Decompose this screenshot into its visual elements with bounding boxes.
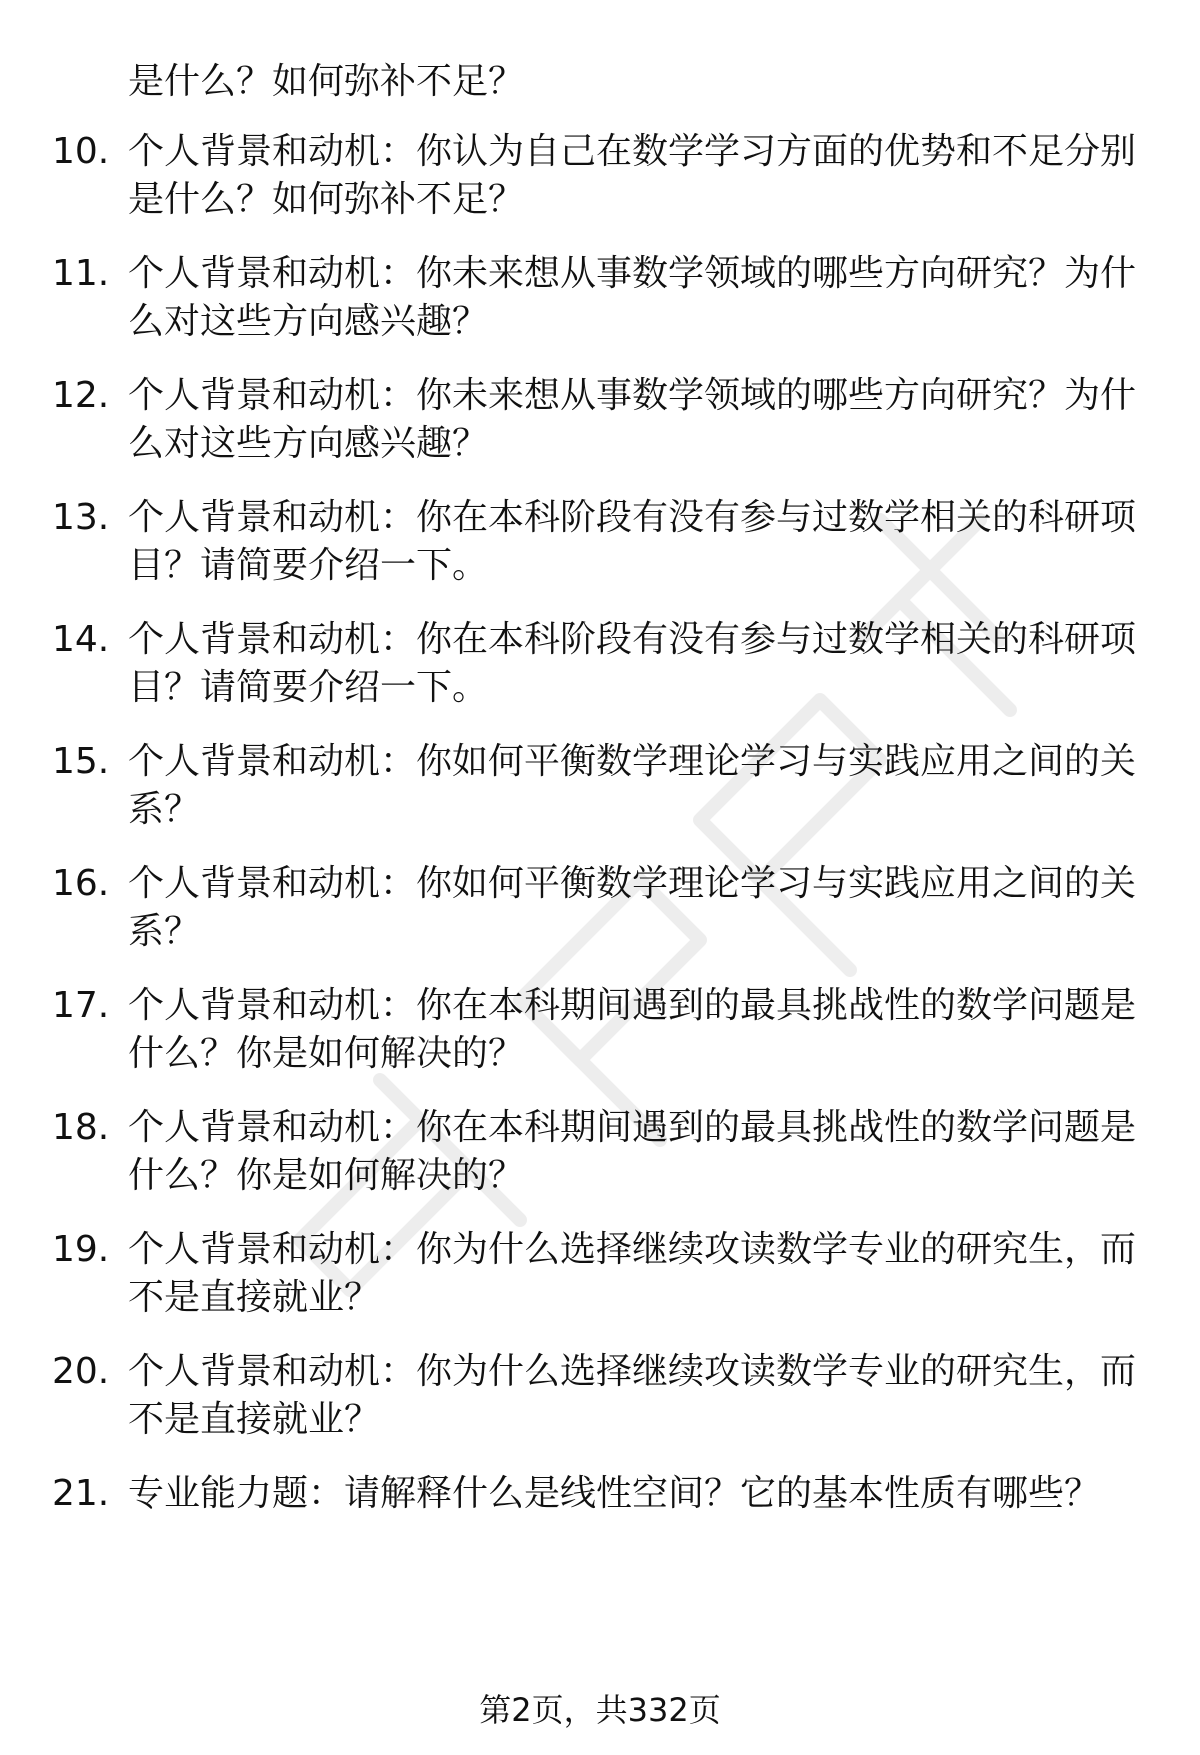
question-text: 个人背景和动机：你为什么选择继续攻读数学专业的研究生，而不是直接就业？ bbox=[128, 1229, 1137, 1318]
question-text: 个人背景和动机：你在本科期间遇到的最具挑战性的数学问题是什么？你是如何解决的？ bbox=[128, 985, 1137, 1074]
question-text: 个人背景和动机：你未来想从事数学领域的哪些方向研究？为什么对这些方向感兴趣？ bbox=[128, 375, 1137, 464]
question-text: 个人背景和动机：你如何平衡数学理论学习与实践应用之间的关系？ bbox=[128, 741, 1137, 830]
question-number: 10. bbox=[52, 131, 110, 172]
question-number: 14. bbox=[52, 619, 110, 660]
question-text: 专业能力题：请解释什么是线性空间？它的基本性质有哪些？ bbox=[128, 1473, 1101, 1514]
question-number: 11. bbox=[52, 253, 110, 294]
question-number: 12. bbox=[52, 375, 110, 416]
question-text: 个人背景和动机：你在本科阶段有没有参与过数学相关的科研项目？请简要介绍一下。 bbox=[128, 497, 1137, 586]
continued-question-text: 是什么？如何弥补不足？ bbox=[128, 61, 525, 102]
question-text: 个人背景和动机：你在本科阶段有没有参与过数学相关的科研项目？请简要介绍一下。 bbox=[128, 619, 1137, 708]
question-text: 个人背景和动机：你未来想从事数学领域的哪些方向研究？为什么对这些方向感兴趣？ bbox=[128, 253, 1137, 342]
question-number: 18. bbox=[52, 1107, 110, 1148]
question-text: 个人背景和动机：你在本科期间遇到的最具挑战性的数学问题是什么？你是如何解决的？ bbox=[128, 1107, 1137, 1196]
question-text: 个人背景和动机：你为什么选择继续攻读数学专业的研究生，而不是直接就业？ bbox=[128, 1351, 1137, 1440]
question-number: 20. bbox=[52, 1351, 110, 1392]
question-number: 15. bbox=[52, 741, 110, 782]
question-text: 个人背景和动机：你认为自己在数学学习方面的优势和不足分别是什么？如何弥补不足？ bbox=[128, 131, 1137, 220]
question-number: 16. bbox=[52, 863, 110, 904]
question-number: 21. bbox=[52, 1473, 110, 1514]
question-number: 19. bbox=[52, 1229, 110, 1270]
question-number: 13. bbox=[52, 497, 110, 538]
question-text: 个人背景和动机：你如何平衡数学理论学习与实践应用之间的关系？ bbox=[128, 863, 1137, 952]
page-footer: 第2页，共332页 bbox=[479, 1691, 721, 1729]
question-number: 17. bbox=[52, 985, 110, 1026]
